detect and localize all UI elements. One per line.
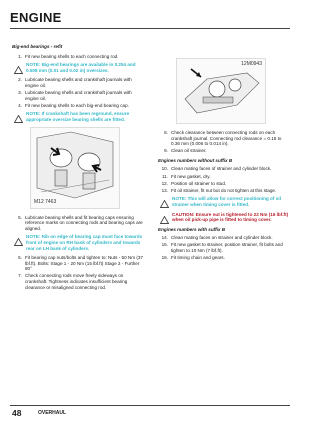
step-text: Fit timing chain and gears.	[171, 255, 225, 261]
step-item	[12, 54, 146, 60]
figure-code: M12 7463	[34, 198, 57, 205]
step-text: Fit bearing cap nuts/bolts and tighten to: Nuts - 50 Nm (37 lbf.ft). Bolts: Stage 1 - 20 Nm (15 lbf.ft) Stage 2 - Further 80°	[25, 255, 143, 272]
step-text: Fit new gasket to strainer, position strainer, fit bolts and tighten to 10 Nm (7 lbf.ft).	[171, 242, 283, 253]
step-number: 13.	[161, 187, 168, 193]
note-box	[12, 111, 146, 122]
step-number: 6.	[18, 255, 22, 261]
step-item	[12, 103, 146, 109]
step-list	[12, 77, 146, 108]
step-number: 11.	[161, 173, 168, 179]
step-list	[12, 54, 146, 60]
warning-triangle-icon	[160, 200, 169, 208]
step-text: Check clearance between connecting rods on each crankshaft journal. Connecting rod clearance = 0.15 to 0.36 mm (0.006 to 0.014 in).	[171, 130, 282, 147]
subsection-title: Engines numbers without suffix B	[158, 157, 233, 163]
step-text: Fit new gasket, dry.	[171, 173, 211, 179]
step-item	[158, 166, 290, 172]
step-item	[158, 188, 290, 194]
note-text: NOTE: This will allow for correct positioning of oil strainer when timing cover is fitted.	[172, 196, 281, 207]
engine-block-drawing	[31, 128, 119, 208]
warning-triangle-icon	[14, 238, 23, 246]
step-number: 4.	[18, 102, 22, 108]
step-text: Check connecting rods move freely sideways on crankshaft. Tightness indicates insufficient bearing clearance or misaligned connecting rod.	[25, 273, 128, 290]
step-number: 8.	[164, 130, 168, 135]
step-item	[12, 215, 146, 232]
header-divider	[10, 28, 290, 29]
step-text: Fit new bearing shells to each big-end bearing cap.	[25, 102, 129, 108]
step-number: 10.	[161, 166, 168, 172]
note-box	[158, 196, 290, 207]
step-text: Lubricate bearing shells and crankshaft journals with engine oil.	[25, 90, 132, 101]
step-number: 1.	[18, 53, 22, 59]
step-number: 16.	[161, 255, 168, 261]
page-number: 48	[12, 408, 22, 418]
bearing-cap-illustration	[30, 127, 120, 209]
step-text: Clean mating faces on strainer and cylinder block.	[171, 235, 273, 241]
step-number: 9.	[164, 148, 168, 154]
step-item	[12, 90, 146, 101]
step-list	[158, 166, 290, 193]
note-box	[12, 234, 146, 251]
caution-text: CAUTION: Ensure nut is tightened to 22 Nm (16 lbf.ft) when oil pick-up pipe is fitted to timing cover.	[172, 211, 289, 223]
step-text: Fit new bearing shells to each connecting rod.	[25, 53, 119, 59]
section-title: Big-end bearings - refit	[12, 44, 63, 49]
step-text: Position oil strainer to stud.	[171, 180, 227, 186]
note-text: NOTE: Big-end bearings are available in 0.254 and 0.508 mm (0.01 and 0.02 in) oversizes.	[26, 62, 136, 73]
step-text: Lubricate bearing shells and crankshaft journals with engine oil.	[25, 77, 132, 88]
step-list	[158, 130, 290, 154]
left-column	[12, 44, 146, 292]
step-item	[158, 242, 290, 253]
step-item	[158, 130, 290, 147]
step-item	[12, 77, 146, 88]
crankshaft-drawing	[177, 59, 265, 123]
step-text: Lubricate bearing shells and fit bearing caps ensuring reference marks on connecting rods and bearing caps are aligned.	[25, 214, 143, 231]
warning-triangle-icon	[160, 216, 169, 224]
warning-triangle-icon	[14, 115, 23, 123]
step-list	[12, 255, 146, 290]
step-number: 5.	[18, 214, 22, 220]
step-text: Clean mating faces of strainer and cylinder block.	[171, 166, 272, 172]
step-number: 15.	[161, 242, 168, 248]
subsection-title: Engines numbers with suffix B	[158, 226, 226, 232]
step-item	[12, 273, 146, 290]
figure-code: 12M0943	[241, 61, 262, 67]
step-item	[158, 235, 290, 241]
step-text: Clean oil strainer.	[171, 148, 207, 154]
step-item	[158, 174, 290, 180]
caution-box	[158, 212, 290, 223]
step-item	[12, 255, 146, 272]
step-number: 2.	[18, 77, 22, 83]
footer-label: OVERHAUL	[38, 410, 67, 416]
right-column	[158, 58, 290, 262]
step-number: 14.	[161, 235, 168, 241]
warning-triangle-icon	[14, 66, 23, 74]
note-text: NOTE: If crankshaft has been reground, ensure appropriate oversize bearing shells are fitted.	[26, 111, 130, 122]
oil-strainer-illustration	[176, 58, 266, 124]
step-item	[158, 255, 290, 261]
note-box	[12, 62, 146, 73]
footer-divider	[10, 405, 290, 406]
step-text: Fit oil strainer, fit nut but do not tighten at this stage.	[171, 187, 277, 193]
step-number: 12.	[161, 180, 168, 186]
step-item	[158, 181, 290, 187]
step-list	[158, 235, 290, 260]
step-number: 3.	[18, 90, 22, 96]
step-item	[158, 148, 290, 154]
step-number: 7.	[18, 273, 22, 279]
step-list	[12, 215, 146, 232]
page-title: ENGINE	[10, 10, 62, 25]
note-text: NOTE: Rib on edge of bearing cap must face towards front of engine on RH bank of cylinders and towards rear on LH bank of cylinders.	[26, 234, 143, 251]
